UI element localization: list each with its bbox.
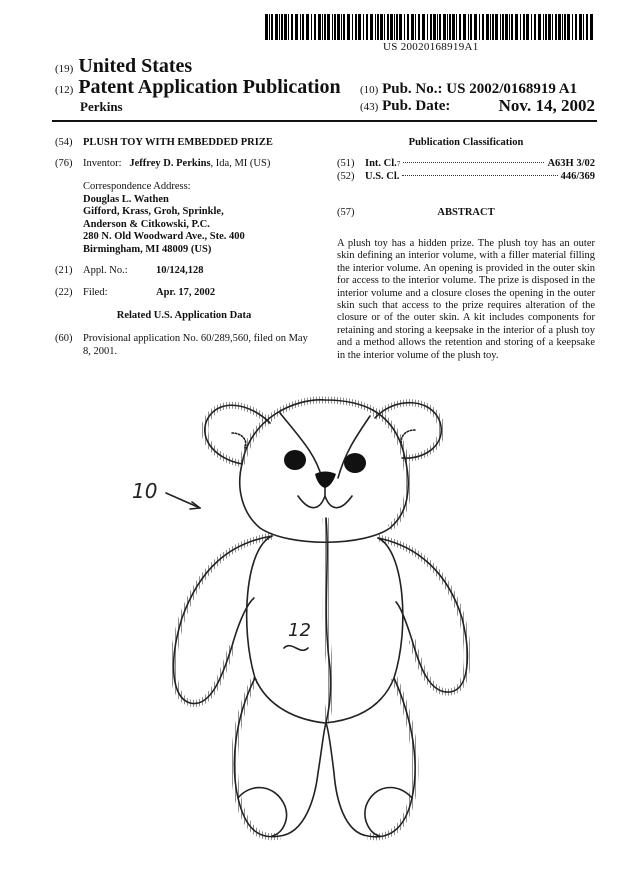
correspondence-line: Douglas L. Wathen (83, 193, 169, 205)
classification-heading: Publication Classification (408, 137, 524, 148)
correspondence-line: Gifford, Krass, Groh, Sprinkle, (83, 206, 224, 217)
correspondence-line: Anderson & Citkowski, P.C. (83, 218, 210, 230)
inventor-code: (76) (55, 158, 73, 169)
appl-code: (21) (55, 265, 73, 276)
arrow-line (166, 493, 200, 508)
us-cl-line (337, 171, 595, 184)
pub-date: Nov. 14, 2002 (498, 96, 595, 115)
pub-no-label: Pub. No.: (382, 81, 443, 97)
title-code: (54) (55, 137, 73, 148)
us-cl-label: U.S. Cl. (365, 171, 400, 182)
mouth (298, 496, 352, 508)
pub-type: Patent Application Publication (78, 76, 341, 98)
us-cl-code: (52) (337, 171, 355, 182)
filed-line (55, 287, 215, 300)
author: Perkins (80, 99, 123, 114)
header-rule (52, 120, 597, 122)
prov-text: Provisional application No. 60/289,560, filed on May 8, 2001. (83, 333, 308, 357)
pub-no: US 2002/0168919 A1 (446, 81, 578, 97)
abstract-code: (57) (337, 207, 355, 218)
filed-code: (22) (55, 287, 73, 298)
country-code: (19) (55, 63, 74, 75)
nose (315, 472, 336, 489)
teddy-bear-figure (132, 378, 500, 868)
int-cl-label: Int. Cl. (365, 158, 397, 169)
filed-label: Filed: (83, 287, 108, 298)
belly-mark (284, 646, 308, 651)
int-cl-code: (51) (337, 158, 355, 169)
abstract-text: A plush toy has a hidden prize. The plush toy has an outer skin defining an interior volume, with a filler material filling the interior volume. An opening is provided in the outer skin for access to the interior volume. The prize is disposed in the interior volume and a closure closes the opening in the outer skin such that access to the prize requires alteration of the closure or of the outer skin. A kit includes components for retaining and storing a keepsake in the interior of a plush toy and a method allows the retention and storing of a keepsake in the interior volume of the plush toy. (337, 238, 595, 361)
leader-dots (403, 162, 544, 163)
right-eye (344, 453, 366, 473)
country-line (55, 55, 192, 78)
inventor-name: Jeffrey D. Perkins (129, 158, 211, 169)
barcode-number: US 20020168919A1 (383, 41, 479, 53)
ref-10: 10 (132, 479, 158, 503)
int-cl-sup: 7 (396, 160, 401, 168)
provisional-line (55, 333, 317, 358)
pub-date-label: Pub. Date: (382, 98, 451, 114)
correspondence-block (83, 181, 245, 256)
prov-code: (60) (55, 333, 73, 344)
appl-no: 10/124,128 (156, 265, 204, 276)
country: United States (78, 55, 193, 77)
int-cl-line (337, 158, 595, 171)
pub-date-code: (43) (360, 101, 379, 113)
inventor-location: , Ida, MI (US) (210, 158, 271, 169)
ref-12: 12 (288, 620, 311, 641)
pub-type-code: (12) (55, 84, 74, 96)
leader-dots (402, 175, 557, 176)
int-cl-value: A63H 3/02 (547, 158, 595, 169)
publication-type-line (55, 76, 341, 99)
abstract-heading: ABSTRACT (437, 207, 495, 218)
related-heading: Related U.S. Application Data (116, 310, 252, 321)
filed-date: Apr. 17, 2002 (156, 287, 216, 298)
us-cl-value: 446/369 (560, 171, 595, 182)
barcode (265, 14, 595, 40)
pub-no-code: (10) (360, 84, 379, 96)
inventor-line (55, 158, 270, 171)
pub-date-line (360, 98, 595, 115)
appl-label: Appl. No.: (83, 265, 128, 276)
correspondence-label: Correspondence Address: (83, 181, 191, 192)
left-eye (284, 450, 306, 470)
inventor-label: Inventor: (83, 158, 122, 169)
abstract-heading-line (337, 207, 595, 220)
correspondence-line: Birmingham, MI 48009 (US) (83, 243, 212, 255)
title-line (55, 137, 273, 150)
title: PLUSH TOY WITH EMBEDDED PRIZE (83, 137, 273, 148)
correspondence-line: 280 N. Old Woodward Ave., Ste. 400 (83, 231, 245, 242)
appl-no-line (55, 265, 204, 278)
